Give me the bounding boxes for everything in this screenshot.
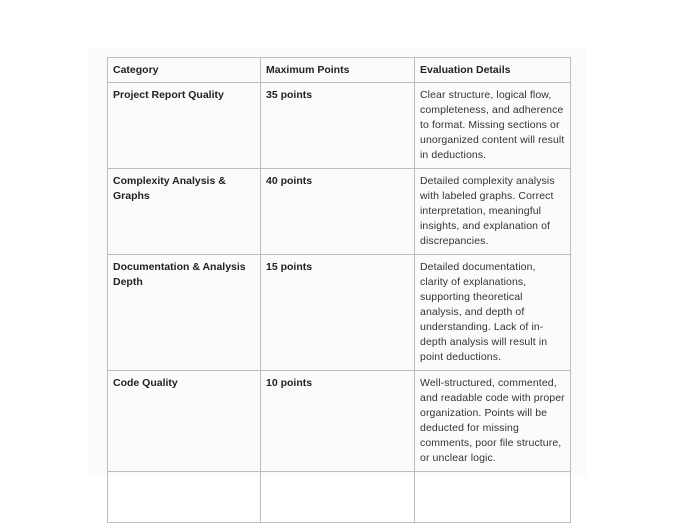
row-category-empty <box>108 472 261 523</box>
row-details: Detailed complexity analysis with labeled graphs. Correct interpretation, meaningful insights, and explanation of discrepancies. <box>415 169 571 255</box>
row-points: 10 points <box>261 371 415 472</box>
header-category: Category <box>108 58 261 83</box>
row-category: Complexity Analysis & Graphs <box>108 169 261 255</box>
header-maximum-points: Maximum Points <box>261 58 415 83</box>
header-evaluation-details: Evaluation Details <box>415 58 571 83</box>
row-points: 15 points <box>261 255 415 371</box>
row-category: Project Report Quality <box>108 83 261 169</box>
row-category: Code Quality <box>108 371 261 472</box>
row-details: Detailed documentation, clarity of explanations, supporting theoretical analysis, and depth of understanding. Lack of in-depth analysis will result in point deductions. <box>415 255 571 371</box>
table-row <box>108 371 571 472</box>
table-row-partial <box>108 472 571 523</box>
grading-rubric-table <box>107 57 571 523</box>
row-details-empty <box>415 472 571 523</box>
table-header-row <box>108 58 571 83</box>
table-row <box>108 169 571 255</box>
table-row <box>108 255 571 371</box>
table-row <box>108 83 571 169</box>
row-points: 40 points <box>261 169 415 255</box>
row-points: 35 points <box>261 83 415 169</box>
row-category: Documentation & Analysis Depth <box>108 255 261 371</box>
row-points-empty <box>261 472 415 523</box>
row-details: Clear structure, logical flow, completeness, and adherence to format. Missing sections or unorganized content will result in deductions. <box>415 83 571 169</box>
row-details: Well-structured, commented, and readable code with proper organization. Points will be deducted for missing comments, poor file structure, or unclear logic. <box>415 371 571 472</box>
